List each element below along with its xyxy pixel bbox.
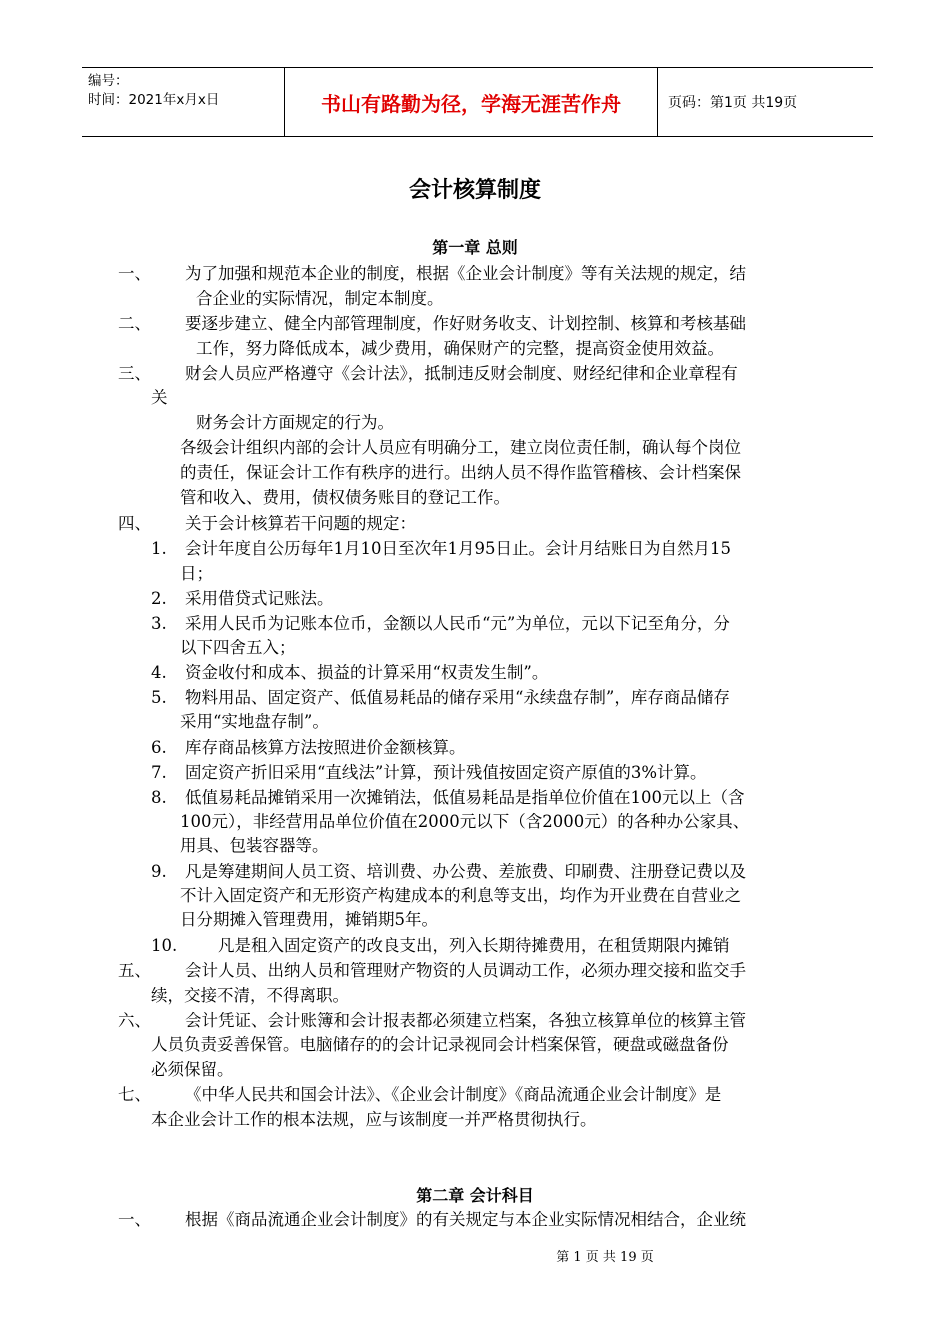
body-line: 库存商品核算方法按照进价金额核算。 <box>185 738 466 757</box>
item-marker: 四、 <box>118 514 151 533</box>
document-number-label: 编号： <box>88 73 129 89</box>
chapter-1-heading: 第一章 总则 <box>432 238 518 257</box>
body-line: 要逐步建立、健全内部管理制度，作好财务收支、计划控制、核算和考核基础 <box>185 314 746 333</box>
item-marker: 五、 <box>118 961 151 980</box>
header-meta <box>82 68 285 136</box>
body-line: 100元），非经营用品单位价值在2000元以下（含2000元）的各种办公家具、 <box>180 812 750 831</box>
item-marker: 4. <box>151 663 167 682</box>
body-line: 续，交接不清，不得离职。 <box>151 986 349 1005</box>
item-marker: 10. <box>151 936 178 955</box>
body-line: 低值易耗品摊销采用一次摊销法，低值易耗品是指单位价值在100元以上（含 <box>185 788 745 807</box>
body-line: 关于会计核算若干问题的规定： <box>185 514 416 533</box>
body-line: 本企业会计工作的根本法规，应与该制度一并严格贯彻执行。 <box>151 1110 597 1129</box>
body-line: 物料用品、固定资产、低值易耗品的储存采用“永续盘存制”，库存商品储存 <box>185 688 730 707</box>
body-line: 各级会计组织内部的会计人员应有明确分工，建立岗位责任制，确认每个岗位 <box>180 438 741 457</box>
item-marker: 8. <box>151 788 167 807</box>
body-line: 必须保留。 <box>151 1060 234 1079</box>
item-marker: 6. <box>151 738 167 757</box>
body-line: 资金收付和成本、损益的计算采用“权责发生制”。 <box>185 663 549 682</box>
body-line: 根据《商品流通企业会计制度》的有关规定与本企业实际情况相结合，企业统 <box>185 1210 746 1229</box>
item-marker: 七、 <box>118 1085 151 1104</box>
item-marker: 3. <box>151 614 167 633</box>
item-marker: 5. <box>151 688 167 707</box>
body-line: 凡是筹建期间人员工资、培训费、办公费、差旅费、印刷费、注册登记费以及 <box>185 862 746 881</box>
item-marker: 一、 <box>118 264 151 283</box>
body-line: 用具、包装容器等。 <box>180 836 329 855</box>
body-line: 《中华人民共和国会计法》、《企业会计制度》《商品流通企业会计制度》是 <box>185 1085 722 1104</box>
body-line: 工作，努力降低成本，减少费用，确保财产的完整，提高资金使用效益。 <box>196 339 724 358</box>
body-line: 采用借贷式记账法。 <box>185 589 334 608</box>
body-line: 会计凭证、会计账簿和会计报表都必须建立档案，各独立核算单位的核算主管 <box>185 1011 746 1030</box>
document-title: 会计核算制度 <box>408 178 541 203</box>
body-line: 财务会计方面规定的行为。 <box>196 413 394 432</box>
body-line: 关 <box>151 388 168 407</box>
item-marker: 三、 <box>118 364 151 383</box>
header-page-number: 页码：第1页 共19页 <box>668 95 798 111</box>
chapter-2-heading: 第二章 会计科目 <box>416 1186 534 1205</box>
page-footer: 第 1 页 共 19 页 <box>556 1250 654 1265</box>
body-line: 日分期摊入管理费用，摊销期5年。 <box>180 910 438 929</box>
body-line: 凡是租入固定资产的改良支出，列入长期待摊费用，在租赁期限内摊销 <box>218 936 730 955</box>
body-line: 采用人民币为记账本位币，金额以人民币“元”为单位，元以下记至角分，分 <box>185 614 730 633</box>
body-line: 日； <box>180 564 213 583</box>
body-line: 以下四舍五入； <box>180 638 296 657</box>
body-line: 会计人员、出纳人员和管理财产物资的人员调动工作，必须办理交接和监交手 <box>185 961 746 980</box>
body-line: 人员负责妥善保管。电脑储存的的会计记录视同会计档案保管，硬盘或磁盘备份 <box>151 1035 729 1054</box>
item-marker: 9. <box>151 862 167 881</box>
body-line: 管和收入、费用，债权债务账目的登记工作。 <box>180 488 510 507</box>
item-marker: 1. <box>151 539 167 558</box>
item-marker: 7. <box>151 763 167 782</box>
document-time-label: 时间：2021年x月x日 <box>88 92 220 108</box>
page-header <box>82 67 873 137</box>
header-motto: 书山有路勤为径，学海无涯苦作舟 <box>285 68 658 136</box>
body-line: 会计年度自公历每年1月10日至次年1月95日止。会计月结账日为自然月15 <box>185 539 731 558</box>
body-line: 合企业的实际情况，制定本制度。 <box>196 289 444 308</box>
body-line: 采用“实地盘存制”。 <box>180 712 329 731</box>
item-marker: 六、 <box>118 1011 151 1030</box>
body-line: 的责任，保证会计工作有秩序的进行。出纳人员不得作监管稽核、会计档案保 <box>180 463 741 482</box>
body-line: 固定资产折旧采用“直线法”计算，预计残值按固定资产原值的3%计算。 <box>185 763 707 782</box>
item-marker: 2. <box>151 589 167 608</box>
body-line: 为了加强和规范本企业的制度，根据《企业会计制度》等有关法规的规定，结 <box>185 264 746 283</box>
item-marker: 二、 <box>118 314 151 333</box>
item-marker: 一、 <box>118 1210 151 1229</box>
body-line: 财会人员应严格遵守《会计法》，抵制违反财会制度、财经纪律和企业章程有 <box>185 364 738 383</box>
body-line: 不计入固定资产和无形资产构建成本的利息等支出，均作为开业费在自营业之 <box>180 886 741 905</box>
